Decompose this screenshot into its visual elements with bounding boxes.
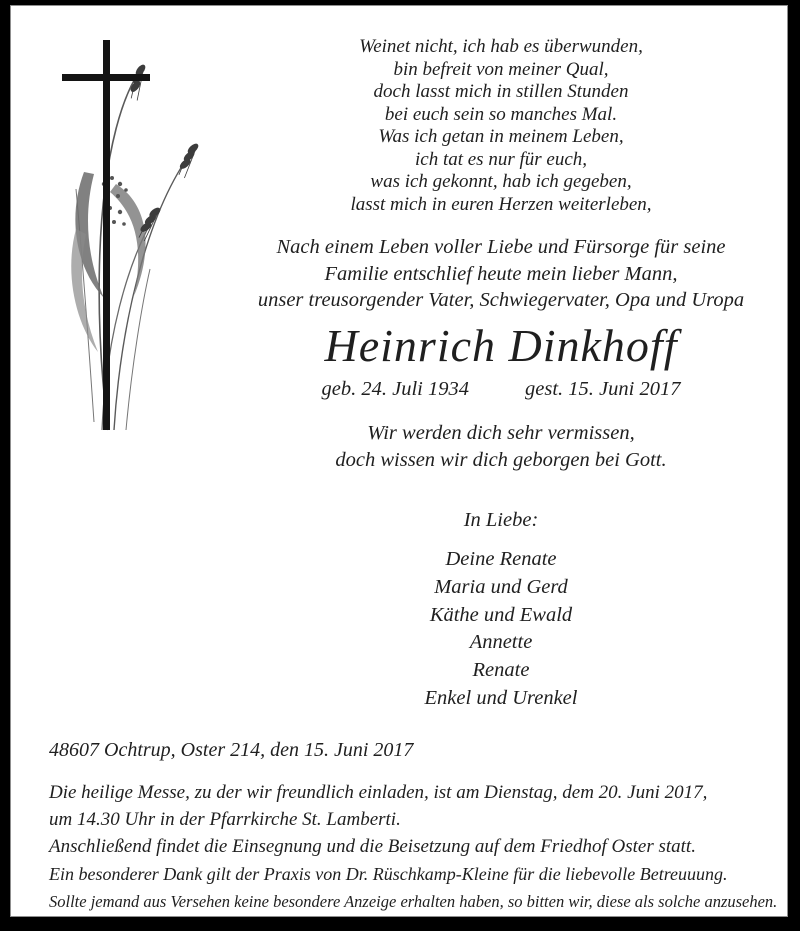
announcement-line: Nach einem Leben voller Liebe und Fürsorge für seine [276,236,726,258]
farewell-line: Wir werden dich sehr vermissen, [367,422,635,444]
mourner-name: Maria und Gerd [434,575,568,598]
memorial-poem [201,36,800,216]
poem-line: was ich gekonnt, hab ich gegeben, [370,171,632,192]
farewell-line: doch wissen wir dich geborgen bei Gott. [335,448,667,471]
mourner-name: Annette [469,631,533,654]
notice-note: Sollte jemand aus Versehen keine besondere Anzeige erhalten haben, so bitten wir, diese als solche anzusehen. [49,892,778,911]
service-line: Die heilige Messe, zu der wir freundlich einladen, ist am Dienstag, dem 20. Juni 2017, [49,782,708,803]
notice-paper [10,5,788,917]
mourners-intro: In Liebe: [463,509,539,531]
address-line: 48607 Ochtrup, Oster 214, den 15. Juni 2017 [49,739,414,761]
poem-line: bin befreit von meiner Qual, [393,58,609,80]
thanks-line: Ein besonderer Dank gilt der Praxis von Dr. Rüschkamp-Kleine für die liebevolle Betreuuung. [49,864,728,884]
mourner-name: Renate [472,659,530,682]
poem-line: lasst mich in euren Herzen weiterleben, [350,193,652,215]
burial-info: Anschließend findet die Einsegnung und die Beisetzung auf dem Friedhof Oster statt. [49,836,696,857]
deceased-name: Heinrich Dinkhoff [324,320,678,371]
mourner-name: Enkel und Urenkel [424,686,578,709]
life-dates [201,378,800,401]
farewell-text [201,420,800,473]
mourner-name: Käthe und Ewald [429,603,573,626]
poem-line: Weinet nicht, ich hab es überwunden, [359,36,643,57]
service-line: um 14.30 Uhr in der Pfarrkirche St. Lamberti. [49,809,401,830]
poem-line: bei euch sein so manches Mal. [384,103,618,125]
death-announcement [201,234,800,314]
poem-line: doch lasst mich in stillen Stunden [373,81,629,102]
announcement-line: unser treusorgender Vater, Schwiegervater, Opa und Uropa [257,289,745,311]
poem-line: ich tat es nur für euch, [414,148,588,170]
mourners-list [201,546,800,713]
poem-line: Was ich getan in meinem Leben, [378,126,624,147]
announcement-line: Familie entschlief heute mein lieber Mann, [324,262,678,285]
death-date: gest. 15. Juni 2017 [525,378,681,400]
mourner-name: Deine Renate [445,548,557,570]
birth-date: geb. 24. Juli 1934 [321,378,469,400]
service-info [49,779,707,833]
